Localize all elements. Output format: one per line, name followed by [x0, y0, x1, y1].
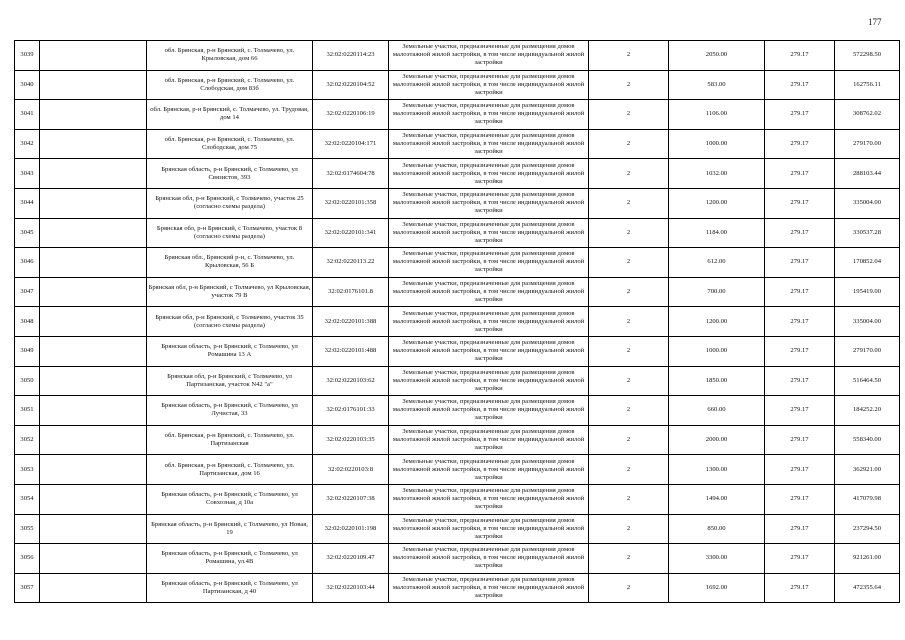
row-number: 3053 [15, 455, 40, 485]
cadastral-number-cell: 32:02:0220104:171 [313, 129, 389, 159]
land-purpose-cell: Земельные участки, предназначенные для размещения домов малоэтажной жилой застройки, в том числе индивидуальной жилой застройки [389, 544, 589, 574]
row-number: 3055 [15, 514, 40, 544]
rate-cell: 279.17 [765, 336, 835, 366]
cadastral-value-cell: 279170.00 [835, 336, 900, 366]
land-purpose-cell: Земельные участки, предназначенные для размещения домов малоэтажной жилой застройки, в том числе индивидуальной жилой застройки [389, 366, 589, 396]
category-code-cell: 2 [589, 425, 669, 455]
table-row [15, 544, 900, 574]
cadastral-value-cell: 362921.00 [835, 455, 900, 485]
empty-cell [40, 425, 147, 455]
row-number: 3043 [15, 159, 40, 189]
table-row [15, 366, 900, 396]
area-cell: 2050.00 [669, 41, 765, 71]
cadastral-number-cell: 32:02:0220103:44 [313, 573, 389, 603]
area-cell: 1032.00 [669, 159, 765, 189]
cadastral-value-cell: 330537.28 [835, 218, 900, 248]
row-number: 3054 [15, 484, 40, 514]
category-code-cell: 2 [589, 366, 669, 396]
address-cell: Брянская обл, р-н Брянский, с Толмачево, участок 8 (согласно схемы раздела) [147, 218, 313, 248]
row-number: 3044 [15, 188, 40, 218]
table-row [15, 336, 900, 366]
area-cell: 1200.00 [669, 188, 765, 218]
rate-cell: 279.17 [765, 455, 835, 485]
rate-cell: 279.17 [765, 41, 835, 71]
address-cell: Брянская область, р-н Брянский, с Толмачево, ул Новая, 19 [147, 514, 313, 544]
cadastral-number-cell: 32:02:0220113.22 [313, 248, 389, 278]
category-code-cell: 2 [589, 484, 669, 514]
cadastral-number-cell: 32:02:0220109.47 [313, 544, 389, 574]
empty-cell [40, 455, 147, 485]
empty-cell [40, 277, 147, 307]
empty-cell [40, 544, 147, 574]
cadastral-value-cell: 335004.00 [835, 188, 900, 218]
table-row [15, 307, 900, 337]
empty-cell [40, 396, 147, 426]
empty-cell [40, 514, 147, 544]
row-number: 3056 [15, 544, 40, 574]
land-purpose-cell: Земельные участки, предназначенные для размещения домов малоэтажной жилой застройки, в том числе индивидуальной жилой застройки [389, 307, 589, 337]
cadastral-value-cell: 516464.50 [835, 366, 900, 396]
category-code-cell: 2 [589, 100, 669, 130]
category-code-cell: 2 [589, 218, 669, 248]
address-cell: обл. Брянская, р-н Брянский, с. Толмачево, ул. Слободская, дом 75 [147, 129, 313, 159]
rate-cell: 279.17 [765, 366, 835, 396]
rate-cell: 279.17 [765, 129, 835, 159]
table-row [15, 396, 900, 426]
area-cell: 850.00 [669, 514, 765, 544]
rate-cell: 279.17 [765, 100, 835, 130]
empty-cell [40, 484, 147, 514]
rate-cell: 279.17 [765, 277, 835, 307]
row-number: 3042 [15, 129, 40, 159]
table-row [15, 455, 900, 485]
empty-cell [40, 336, 147, 366]
area-cell: 1000.00 [669, 129, 765, 159]
land-purpose-cell: Земельные участки, предназначенные для размещения домов малоэтажной жилой застройки, в том числе индивидуальной жилой застройки [389, 100, 589, 130]
cadastral-value-cell: 237294.50 [835, 514, 900, 544]
land-purpose-cell: Земельные участки, предназначенные для размещения домов малоэтажной жилой застройки, в том числе индивидуальной жилой застройки [389, 277, 589, 307]
cadastral-number-cell: 32:02:0220107:38 [313, 484, 389, 514]
area-cell: 583.00 [669, 70, 765, 100]
cadastral-number-cell: 32:02:0176101.8 [313, 277, 389, 307]
table-row [15, 514, 900, 544]
rate-cell: 279.17 [765, 484, 835, 514]
area-cell: 1300.00 [669, 455, 765, 485]
table-body [15, 41, 900, 603]
row-number: 3040 [15, 70, 40, 100]
empty-cell [40, 307, 147, 337]
address-cell: Брянская область, р-н Брянский, с Толмачево, ул Ромашина, ул.4В [147, 544, 313, 574]
row-number: 3048 [15, 307, 40, 337]
address-cell: Брянская область, р-н Брянский, с Толмачево, ул Совхозная, д 10а [147, 484, 313, 514]
row-number: 3039 [15, 41, 40, 71]
land-purpose-cell: Земельные участки, предназначенные для размещения домов малоэтажной жилой застройки, в том числе индивидуальной жилой застройки [389, 455, 589, 485]
address-cell: Брянская обл, р-н Брянский, с Толмачево, участок 35 (согласно схемы раздела) [147, 307, 313, 337]
cadastral-number-cell: 32:02:0220101:198 [313, 514, 389, 544]
rate-cell: 279.17 [765, 248, 835, 278]
category-code-cell: 2 [589, 41, 669, 71]
address-cell: Брянская область, р-н Брянский, с Толмачево, ул Партизанская, д 40 [147, 573, 313, 603]
page-number: 177 [868, 17, 882, 27]
cadastral-value-cell: 279170.00 [835, 129, 900, 159]
area-cell: 2000.00 [669, 425, 765, 455]
cadastral-value-cell: 921261.00 [835, 544, 900, 574]
land-purpose-cell: Земельные участки, предназначенные для размещения домов малоэтажной жилой застройки, в том числе индивидуальной жилой застройки [389, 514, 589, 544]
rate-cell: 279.17 [765, 218, 835, 248]
cadastral-number-cell: 32:02:0220106:19 [313, 100, 389, 130]
rate-cell: 279.17 [765, 188, 835, 218]
rate-cell: 279.17 [765, 70, 835, 100]
category-code-cell: 2 [589, 514, 669, 544]
cadastral-number-cell: 32:02:0220114:23 [313, 41, 389, 71]
land-purpose-cell: Земельные участки, предназначенные для размещения домов малоэтажной жилой застройки, в том числе индивидуальной жилой застройки [389, 484, 589, 514]
category-code-cell: 2 [589, 159, 669, 189]
area-cell: 612.00 [669, 248, 765, 278]
table-row [15, 277, 900, 307]
land-purpose-cell: Земельные участки, предназначенные для размещения домов малоэтажной жилой застройки, в том числе индивидуальной жилой застройки [389, 248, 589, 278]
rate-cell: 279.17 [765, 514, 835, 544]
row-number: 3051 [15, 396, 40, 426]
cadastral-number-cell: 32:02:0220101:388 [313, 307, 389, 337]
row-number: 3049 [15, 336, 40, 366]
rate-cell: 279.17 [765, 159, 835, 189]
address-cell: Брянская обл., Брянский р-н, с. Толмачево, ул. Крыловская, 56 Б [147, 248, 313, 278]
category-code-cell: 2 [589, 307, 669, 337]
empty-cell [40, 129, 147, 159]
table-row [15, 41, 900, 71]
rate-cell: 279.17 [765, 573, 835, 603]
rate-cell: 279.17 [765, 425, 835, 455]
area-cell: 1184.00 [669, 218, 765, 248]
table-row [15, 425, 900, 455]
category-code-cell: 2 [589, 188, 669, 218]
cadastral-number-cell: 32:02:0220101:358 [313, 188, 389, 218]
land-purpose-cell: Земельные участки, предназначенные для размещения домов малоэтажной жилой застройки, в том числе индивидуальной жилой застройки [389, 396, 589, 426]
empty-cell [40, 218, 147, 248]
row-number: 3052 [15, 425, 40, 455]
row-number: 3041 [15, 100, 40, 130]
empty-cell [40, 41, 147, 71]
area-cell: 700.00 [669, 277, 765, 307]
cadastral-value-cell: 195419.00 [835, 277, 900, 307]
address-cell: Брянская область, р-н Брянский, с Толмачево, ул Ромашина 13 А [147, 336, 313, 366]
cadastral-number-cell: 32:02:0220103:35 [313, 425, 389, 455]
address-cell: обл. Брянская, р-н Брянский, с. Толмачево, ул. Слободская, дом 83б [147, 70, 313, 100]
cadastral-number-cell: 32:02:0220101:488 [313, 336, 389, 366]
cadastral-value-cell: 417079.98 [835, 484, 900, 514]
area-cell: 660.00 [669, 396, 765, 426]
area-cell: 1106.00 [669, 100, 765, 130]
address-cell: Брянская обл, р-н Брянский, с Толмачево, участок 25 (согласно схемы раздела) [147, 188, 313, 218]
land-purpose-cell: Земельные участки, предназначенные для размещения домов малоэтажной жилой застройки, в том числе индивидуальной жилой застройки [389, 129, 589, 159]
rate-cell: 279.17 [765, 544, 835, 574]
address-cell: обл. Брянская, р-н Брянский, с. Толмачево, ул. Крыловская, дом 66 [147, 41, 313, 71]
row-number: 3057 [15, 573, 40, 603]
area-cell: 1200.00 [669, 307, 765, 337]
table-row [15, 188, 900, 218]
land-purpose-cell: Земельные участки, предназначенные для размещения домов малоэтажной жилой застройки, в том числе индивидуальной жилой застройки [389, 70, 589, 100]
table-row [15, 159, 900, 189]
table-row [15, 248, 900, 278]
category-code-cell: 2 [589, 277, 669, 307]
cadastral-number-cell: 32:02:0220104:52 [313, 70, 389, 100]
land-purpose-cell: Земельные участки, предназначенные для размещения домов малоэтажной жилой застройки, в том числе индивидуальной жилой застройки [389, 188, 589, 218]
land-registry-table [14, 40, 900, 603]
cadastral-value-cell: 472355.64 [835, 573, 900, 603]
table-row [15, 70, 900, 100]
table-row [15, 484, 900, 514]
table-row [15, 218, 900, 248]
cadastral-number-cell: 32:02:0174604:78 [313, 159, 389, 189]
land-purpose-cell: Земельные участки, предназначенные для размещения домов малоэтажной жилой застройки, в том числе индивидуальной жилой застройки [389, 425, 589, 455]
category-code-cell: 2 [589, 336, 669, 366]
cadastral-value-cell: 572298.50 [835, 41, 900, 71]
cadastral-value-cell: 308762.02 [835, 100, 900, 130]
empty-cell [40, 159, 147, 189]
area-cell: 1000.00 [669, 336, 765, 366]
cadastral-value-cell: 170852.04 [835, 248, 900, 278]
land-purpose-cell: Земельные участки, предназначенные для размещения домов малоэтажной жилой застройки, в том числе индивидуальной жилой застройки [389, 159, 589, 189]
cadastral-number-cell: 32:02:0220101:341 [313, 218, 389, 248]
address-cell: Брянская обл, р-н Брянский, с Толмачево, ул Крыловская, участок 79 В [147, 277, 313, 307]
land-purpose-cell: Земельные участки, предназначенные для размещения домов малоэтажной жилой застройки, в том числе индивидуальной жилой застройки [389, 336, 589, 366]
category-code-cell: 2 [589, 129, 669, 159]
land-purpose-cell: Земельные участки, предназначенные для размещения домов малоэтажной жилой застройки, в том числе индивидуальной жилой застройки [389, 41, 589, 71]
address-cell: обл. Брянская, р-н Брянский, с. Толмачево, ул. Трудовая, дом 14 [147, 100, 313, 130]
cadastral-value-cell: 162756.11 [835, 70, 900, 100]
table-row [15, 573, 900, 603]
area-cell: 1850.00 [669, 366, 765, 396]
row-number: 3047 [15, 277, 40, 307]
category-code-cell: 2 [589, 248, 669, 278]
cadastral-value-cell: 288103.44 [835, 159, 900, 189]
category-code-cell: 2 [589, 544, 669, 574]
empty-cell [40, 573, 147, 603]
empty-cell [40, 188, 147, 218]
address-cell: обл. Брянская, р-н Брянский, с. Толмачево, ул. Партизанская [147, 425, 313, 455]
cadastral-value-cell: 184252.20 [835, 396, 900, 426]
table-row [15, 100, 900, 130]
empty-cell [40, 100, 147, 130]
rate-cell: 279.17 [765, 396, 835, 426]
cadastral-number-cell: 32:02:0176101:33 [313, 396, 389, 426]
category-code-cell: 2 [589, 455, 669, 485]
cadastral-number-cell: 32:02:0220103:8 [313, 455, 389, 485]
area-cell: 3300.00 [669, 544, 765, 574]
area-cell: 1692.00 [669, 573, 765, 603]
empty-cell [40, 248, 147, 278]
empty-cell [40, 366, 147, 396]
address-cell: Брянская область, р-н Брянский, с Толмачево, ул Лучистая, 33 [147, 396, 313, 426]
land-purpose-cell: Земельные участки, предназначенные для размещения домов малоэтажной жилой застройки, в том числе индивидуальной жилой застройки [389, 218, 589, 248]
address-cell: обл. Брянская, р-н Брянский, с. Толмачево, ул. Партизанская, дом 16 [147, 455, 313, 485]
address-cell: Брянская обл, р-н Брянский, с Толмачево, ул Партизанская, участок N42 "а" [147, 366, 313, 396]
row-number: 3050 [15, 366, 40, 396]
row-number: 3045 [15, 218, 40, 248]
cadastral-number-cell: 32:02:0220103:62 [313, 366, 389, 396]
row-number: 3046 [15, 248, 40, 278]
cadastral-value-cell: 335004.00 [835, 307, 900, 337]
table-row [15, 129, 900, 159]
category-code-cell: 2 [589, 396, 669, 426]
cadastral-value-cell: 558340.00 [835, 425, 900, 455]
area-cell: 1494.00 [669, 484, 765, 514]
land-purpose-cell: Земельные участки, предназначенные для размещения домов малоэтажной жилой застройки, в том числе индивидуальной жилой застройки [389, 573, 589, 603]
rate-cell: 279.17 [765, 307, 835, 337]
category-code-cell: 2 [589, 573, 669, 603]
address-cell: Брянская область, р-н Брянский, с Толмачево, ул Связистов, 393 [147, 159, 313, 189]
category-code-cell: 2 [589, 70, 669, 100]
empty-cell [40, 70, 147, 100]
